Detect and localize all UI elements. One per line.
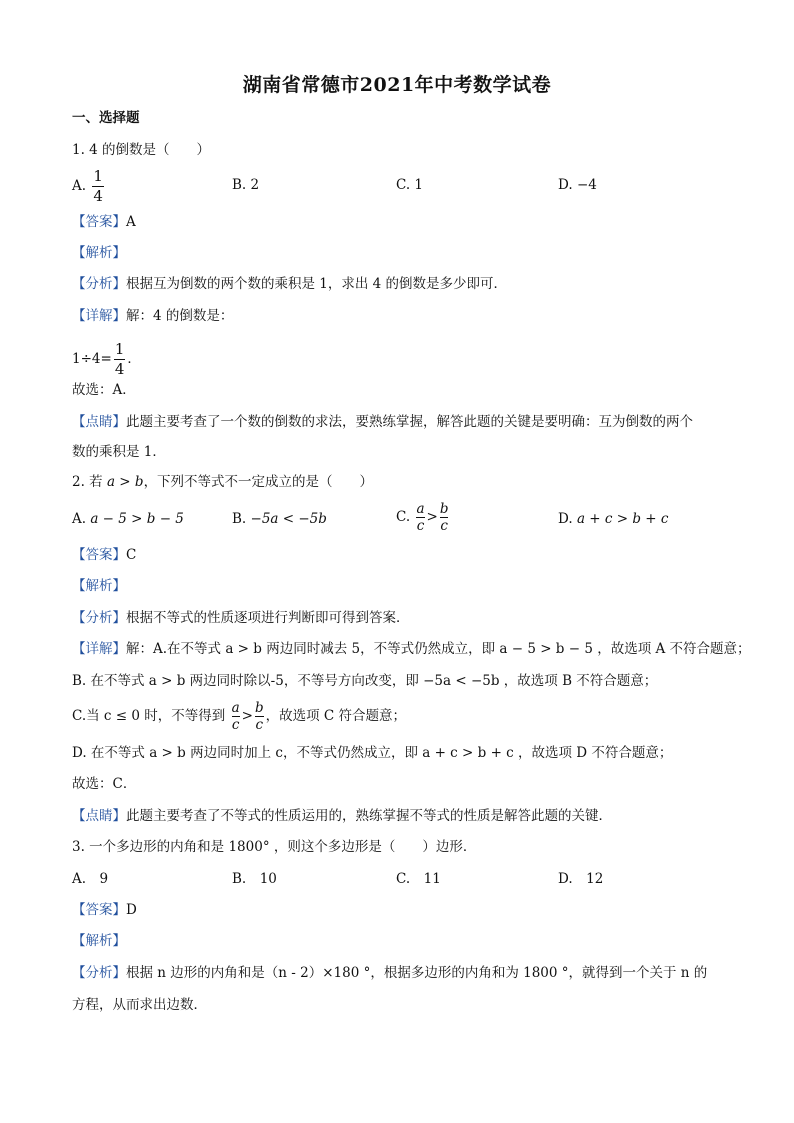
- q2-option-d-label: D.: [558, 511, 573, 527]
- analysis-tag: 【解析】: [72, 578, 126, 594]
- q1-calc-fraction: [114, 340, 126, 379]
- q3-option-d: D. 12: [558, 871, 604, 887]
- q2-detail-c-fraction-left: [232, 700, 240, 733]
- detail-tag: 【详解】: [72, 641, 126, 657]
- q1-calc-denominator: 4: [114, 360, 125, 378]
- q1-option-d-label: D.: [558, 177, 573, 193]
- fenxi-text: 根据不等式的性质逐项进行判断即可得到答案．: [126, 610, 410, 626]
- q2-detail-d: D. 在不等式 a > b 两边同时加上 c，不等式仍然成立，即 a + c > b + c ，故选项 D 不符合题意；: [72, 745, 673, 761]
- q1-answer: [72, 212, 136, 232]
- q2-stem-pre: 2. 若: [72, 474, 103, 490]
- q2-stem-condition: a > b: [106, 474, 144, 490]
- detail-text: 解：A.在不等式 a > b 两边同时减去 5，不等式仍然成立，即 a − 5 > b − 5 ，故选项 A 不符合题意；: [126, 641, 751, 657]
- q2-dianjing: [72, 806, 612, 826]
- page-title: 湖南省常德市2021年中考数学试卷: [242, 74, 552, 96]
- q1-option-d-value: −4: [576, 177, 597, 193]
- q1-option-a-numerator: 1: [93, 167, 103, 185]
- q2-option-d: [558, 509, 668, 529]
- q2-stem-post: ，下列不等式不一定成立的是（ ）: [143, 474, 374, 490]
- fenxi-text: 根据 n 边形的内角和是（n - 2）×180 °，根据多边形的内角和为 1800 °，就得到一个关于 n 的: [126, 965, 708, 981]
- section-heading: 一、选择题: [72, 110, 140, 126]
- dianjing-tag: 【点睛】: [72, 808, 126, 824]
- q2-option-d-expr: a + c > b + c: [576, 511, 669, 527]
- answer-tag: 【答案】: [72, 214, 126, 230]
- q2-choose: 故选：C．: [72, 776, 137, 792]
- dianjing-text: 此题主要考查了不等式的性质运用的，熟练掌握不等式的性质是解答此题的关键．: [126, 808, 612, 824]
- q2-dc-num-left: a: [231, 700, 240, 716]
- q3-fenxi-1: [72, 963, 707, 983]
- q2-detail-c: [72, 700, 406, 733]
- q2-option-b-label: B.: [232, 511, 247, 527]
- q1-option-b: B. 2: [232, 177, 260, 193]
- q3-analysis-heading: [72, 931, 126, 951]
- q2-detail-c-post: ，故选项 C 符合题意；: [265, 708, 407, 724]
- fenxi-tag: 【分析】: [72, 276, 126, 292]
- q2-detail-b: B. 在不等式 a > b 两边同时除以-5，不等号方向改变，即 −5a < −5b ，故选项 B 不符合题意；: [72, 673, 658, 689]
- q2-option-a: [72, 509, 184, 529]
- q1-detail: [72, 306, 233, 326]
- q1-option-c: C. 1: [396, 177, 424, 193]
- q1-dianjing-2: 数的乘积是 1．: [72, 444, 166, 460]
- q1-analysis-heading: [72, 243, 126, 263]
- dianjing-tag: 【点睛】: [72, 414, 126, 430]
- q2-c-num-left: a: [416, 501, 425, 517]
- q3-option-b: B. 10: [232, 871, 277, 887]
- q3-fenxi-2: 方程，从而求出边数．: [72, 997, 207, 1013]
- q1-calc-lhs: 1÷4=: [72, 351, 112, 367]
- q2-c-den-left: c: [416, 518, 425, 534]
- q1-option-d: [558, 175, 597, 195]
- q1-option-a-label: A.: [72, 178, 87, 194]
- q2-option-a-expr: a − 5 > b − 5: [90, 511, 184, 527]
- fenxi-tag: 【分析】: [72, 610, 126, 626]
- q1-calculation: [72, 340, 141, 379]
- q1-fenxi: [72, 274, 507, 294]
- q2-c-num-right: b: [439, 501, 449, 517]
- analysis-tag: 【解析】: [72, 245, 126, 261]
- answer-value: D: [126, 902, 137, 918]
- q2-option-c-operator: >: [426, 509, 438, 525]
- answer-value: C: [126, 547, 137, 563]
- q2-option-c-fraction-right: [440, 501, 449, 534]
- detail-text: 解：4 的倒数是：: [126, 308, 234, 324]
- q1-choose: 故选：A．: [72, 382, 136, 398]
- answer-tag: 【答案】: [72, 902, 126, 918]
- q2-answer: [72, 545, 136, 565]
- answer-tag: 【答案】: [72, 547, 126, 563]
- q2-option-c: [396, 501, 450, 534]
- q2-analysis-heading: [72, 576, 126, 596]
- q1-option-a-denominator: 4: [93, 187, 103, 205]
- q1-stem: 1. 4 的倒数是（ ）: [72, 142, 211, 158]
- q2-option-b-expr: −5a < −5b: [250, 511, 327, 527]
- q2-detail-c-pre: C.当 c ≤ 0 时，不等得到: [72, 708, 226, 724]
- q2-detail-c-fraction-right: [255, 700, 264, 733]
- q2-detail-a: [72, 639, 751, 659]
- q1-calc-end: ．: [127, 351, 141, 367]
- q3-stem: 3. 一个多边形的内角和是 1800° ，则这个多边形是（ ）边形．: [72, 839, 477, 855]
- q2-fenxi: [72, 608, 410, 628]
- q3-answer: [72, 900, 137, 920]
- q2-detail-c-operator: >: [241, 708, 253, 724]
- fenxi-tag: 【分析】: [72, 965, 126, 981]
- q1-dianjing-1: [72, 412, 693, 432]
- q2-stem: [72, 472, 373, 492]
- analysis-tag: 【解析】: [72, 933, 126, 949]
- fenxi-text: 根据互为倒数的两个数的乘积是 1，求出 4 的倒数是多少即可．: [126, 276, 508, 292]
- q3-option-a: A. 9: [72, 871, 109, 887]
- q2-option-a-label: A.: [72, 511, 87, 527]
- dianjing-text: 此题主要考查了一个数的倒数的求法，要熟练掌握，解答此题的关键是要明确：互为倒数的两个: [126, 414, 693, 430]
- q1-calc-numerator: 1: [114, 340, 125, 358]
- detail-tag: 【详解】: [72, 308, 126, 324]
- q1-option-a-fraction: [92, 167, 104, 206]
- q2-option-c-label: C.: [396, 509, 411, 525]
- q2-option-c-fraction-left: [416, 501, 424, 534]
- q2-option-b: [232, 509, 327, 529]
- q2-dc-den-right: c: [255, 717, 264, 733]
- q2-dc-num-right: b: [254, 700, 264, 716]
- q1-option-a: [72, 167, 106, 206]
- answer-value: A: [126, 214, 136, 230]
- q2-c-den-right: c: [440, 518, 448, 534]
- q2-dc-den-left: c: [231, 717, 240, 733]
- q3-option-c: C. 11: [396, 871, 441, 887]
